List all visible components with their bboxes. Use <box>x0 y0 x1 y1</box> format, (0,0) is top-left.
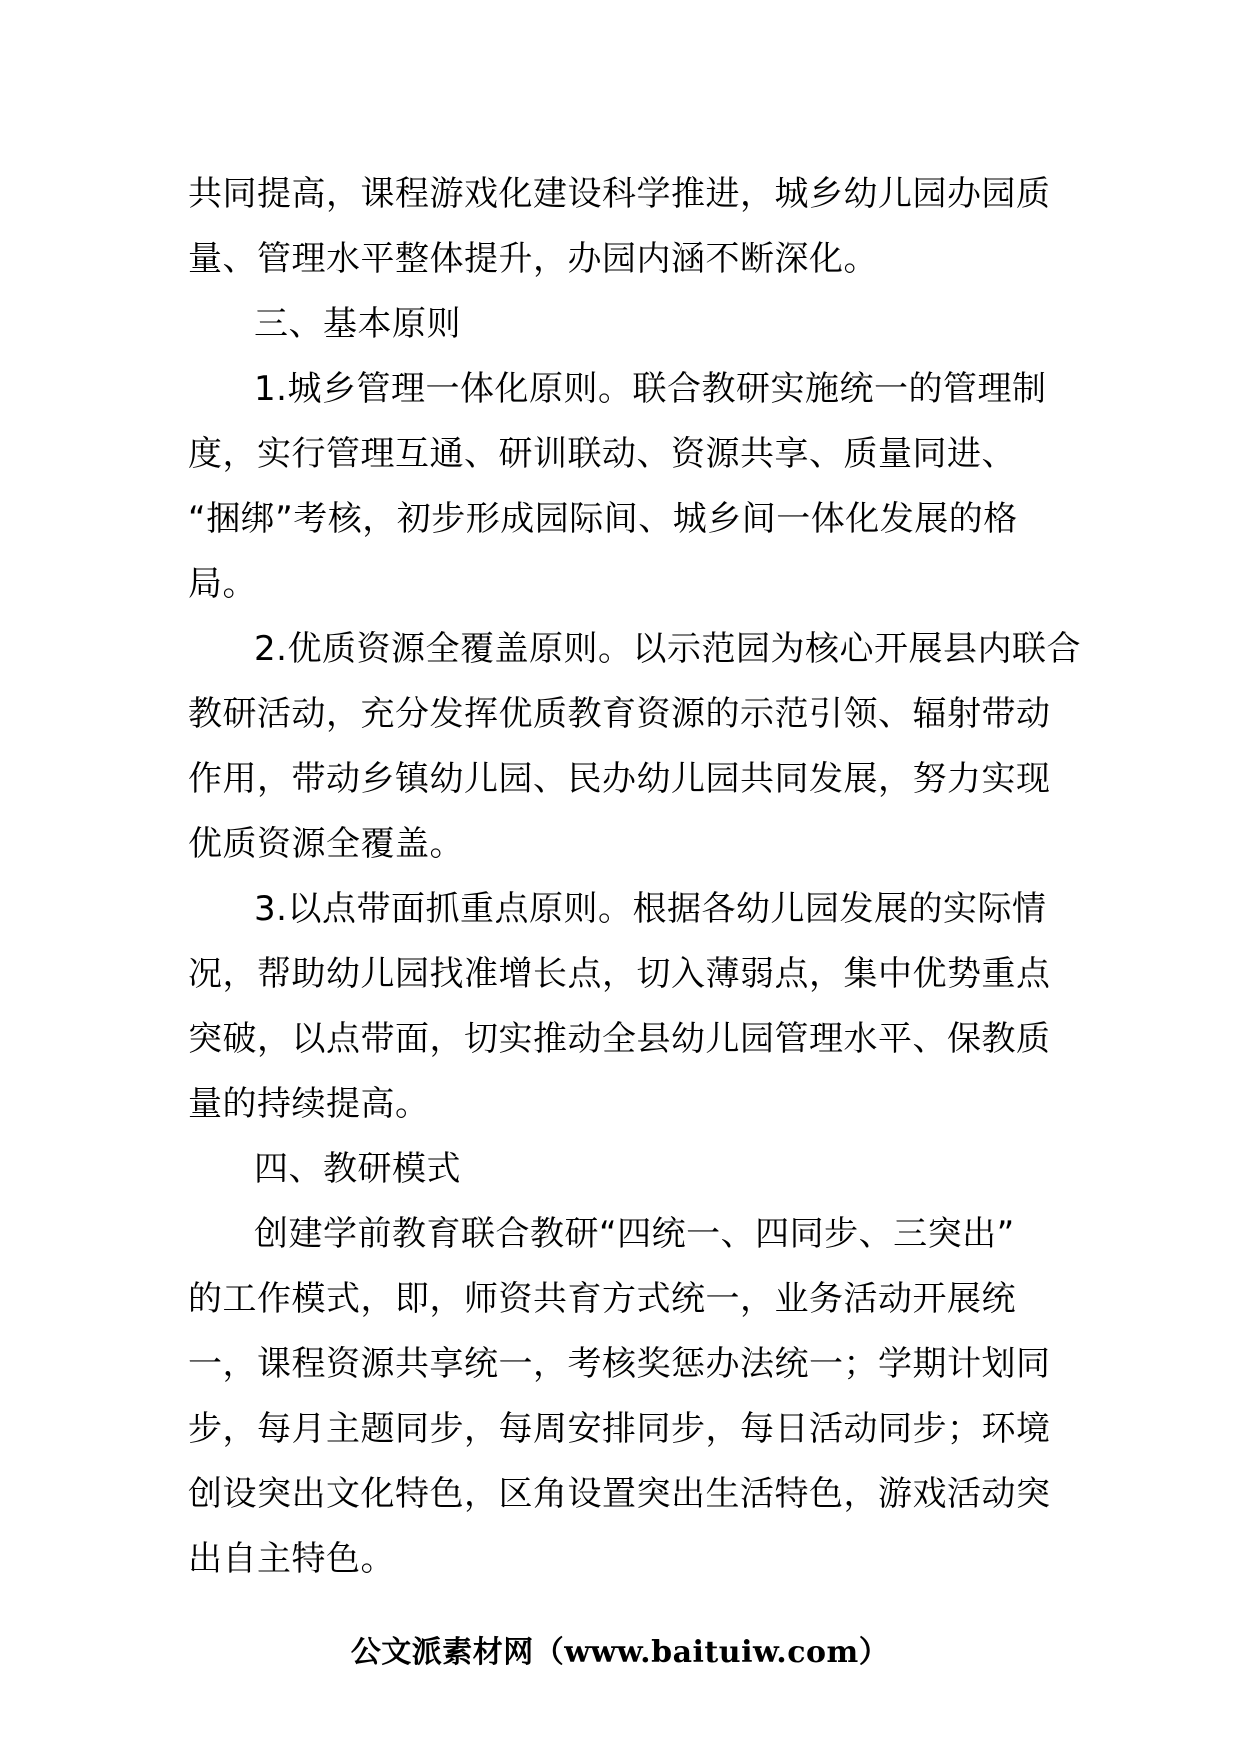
body-text-line: 创建学前教育联合教研“四统一、四同步、三突出” <box>254 1214 1015 1254</box>
body-text-line: 1.城乡管理一体化原则。联合教研实施统一的管理制 <box>254 369 1047 409</box>
body-text-line: 量的持续提高。 <box>188 1084 430 1124</box>
body-text-line: 优质资源全覆盖。 <box>188 824 464 864</box>
section-heading: 三、基本原则 <box>254 304 461 344</box>
footer-source: 公文派素材网（www.baituiw.com） <box>350 1635 890 1670</box>
body-text-line: 度，实行管理互通、研训联动、资源共享、质量同进、 <box>188 434 1016 474</box>
body-text-line: 局。 <box>188 564 257 604</box>
body-text-line: 3.以点带面抓重点原则。根据各幼儿园发展的实际情 <box>254 889 1047 929</box>
body-text-line: 步，每月主题同步，每周安排同步，每日活动同步；环境 <box>188 1409 1051 1449</box>
body-text-line: 2.优质资源全覆盖原则。以示范园为核心开展县内联合 <box>254 629 1081 669</box>
body-text-line: 教研活动，充分发挥优质教育资源的示范引领、辐射带动 <box>188 694 1051 734</box>
document-body <box>188 162 1081 1592</box>
section-heading: 四、教研模式 <box>254 1149 461 1189</box>
body-text-line: 出自主特色。 <box>188 1539 395 1579</box>
body-text-line: 突破，以点带面，切实推动全县幼儿园管理水平、保教质 <box>188 1019 1051 1059</box>
body-text-line: 量、管理水平整体提升，办园内涵不断深化。 <box>188 239 878 279</box>
body-text-line: “捆绑”考核，初步形成园际间、城乡间一体化发展的格 <box>188 499 1018 539</box>
body-text-line: 的工作模式，即，师资共育方式统一，业务活动开展统 <box>188 1279 1016 1319</box>
body-text-line: 作用，带动乡镇幼儿园、民办幼儿园共同发展，努力实现 <box>188 759 1051 799</box>
body-text-line: 一，课程资源共享统一，考核奖惩办法统一；学期计划同 <box>188 1344 1051 1384</box>
body-text-line: 创设突出文化特色，区角设置突出生活特色，游戏活动突 <box>188 1474 1051 1514</box>
body-text-line: 共同提高，课程游戏化建设科学推进，城乡幼儿园办园质 <box>188 174 1051 214</box>
body-text-line: 况，帮助幼儿园找准增长点，切入薄弱点，集中优势重点 <box>188 954 1051 994</box>
